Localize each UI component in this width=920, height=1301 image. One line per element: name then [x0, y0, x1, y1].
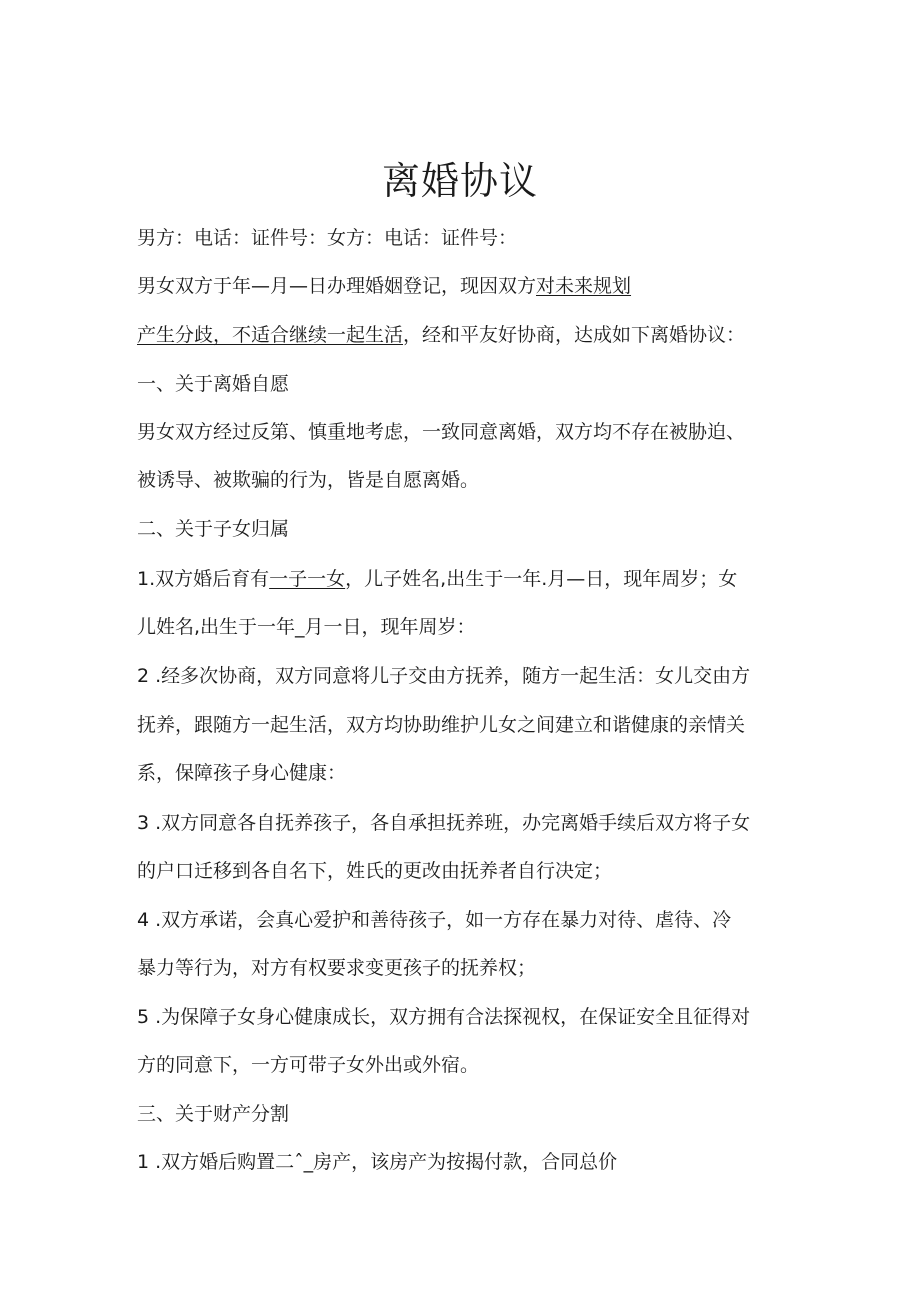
- section2-item3-line-1: 3 .双方同意各自抚养孩子，各自承担抚养班，办完离婚手续后双方将子女: [137, 812, 751, 834]
- section2-item4-line-1: 4 .双方承诺，会真心爱护和善待孩子，如一方存在暴力对待、虐待、冷: [137, 909, 732, 931]
- section2-item2-line-1: 2 .经多次协商，双方同意将儿子交由方抚养，随方一起生活：女儿交由方: [137, 665, 751, 687]
- intro-line-1: [137, 272, 797, 300]
- section3-item1-line-1: 1 .双方婚后购置二ˆ_房产，该房产为按揭付款，合同总价: [137, 1151, 618, 1173]
- underlined-phrase: 产生分歧，不适合继续一起生活: [137, 324, 404, 346]
- intro-text: ，经和平友好协商，达成如下离婚协议：: [403, 324, 746, 346]
- item-text: 1.双方婚后育有: [137, 568, 270, 590]
- intro-line-2: [137, 321, 797, 349]
- section1-line-2: 被诱导、被欺骗的行为，皆是自愿离婚。: [137, 469, 480, 491]
- section2-item5-line-1: 5 .为保障子女身心健康成长，双方拥有合法探视权，在保证安全且征得对: [137, 1006, 751, 1028]
- section-heading-2: 二、关于子女归属: [137, 518, 290, 540]
- item-text: ，儿子姓名,出生于一年.月—日，现年周岁；女: [345, 568, 738, 590]
- section2-item2-line-3: 系，保障孩子身心健康：: [137, 762, 347, 784]
- section-heading-1: 一、关于离婚自愿: [137, 373, 290, 395]
- section2-item1-line-2: 儿姓名,出生于一年_月一日，现年周岁：: [137, 616, 476, 638]
- section2-item5-line-2: 方的同意下，一方可带子女外出或外宿。: [137, 1054, 480, 1076]
- section2-item1-line-1: [137, 565, 797, 593]
- underlined-phrase: 一子一女: [269, 568, 346, 590]
- document-title: 离婚协议: [381, 159, 538, 203]
- section2-item3-line-2: 的户口迁移到各自名下，姓氏的更改由抚养者自行决定；: [137, 860, 613, 882]
- section1-line-1: 男女双方经过反第、慎重地考虑，一致同意离婚，双方均不存在被胁迫、: [137, 421, 746, 443]
- section2-item4-line-2: 暴力等行为，对方有权要求变更孩子的抚养权；: [137, 957, 537, 979]
- intro-text: 男女双方于年—月—日办理婚姻登记，现因双方: [137, 275, 537, 297]
- underlined-phrase: 对未来规划: [536, 275, 632, 297]
- section-heading-3: 三、关于财产分割: [137, 1103, 290, 1125]
- parties-line: 男方：电话：证件号：女方：电话：证件号：: [137, 227, 518, 249]
- section2-item2-line-2: 抚养，跟随方一起生活，双方均协助维护儿女之间建立和谐健康的亲情关: [137, 714, 746, 736]
